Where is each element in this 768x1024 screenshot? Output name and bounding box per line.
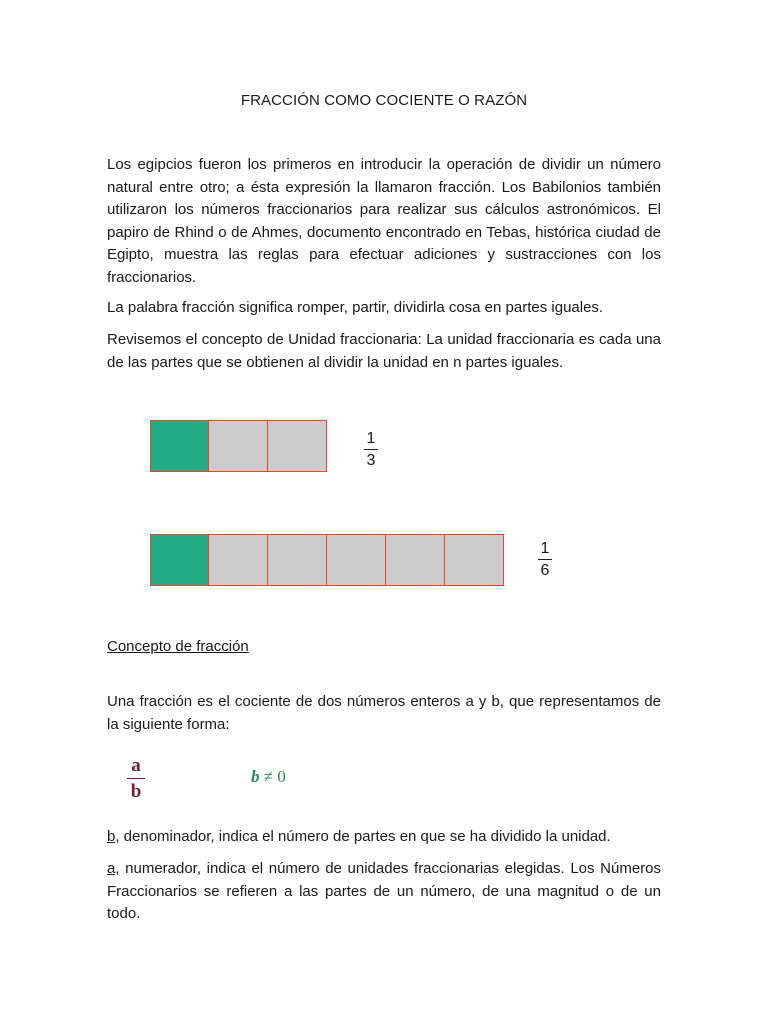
denominator-text: denominador, indica el número de partes en que se ha dividido la unidad. [119,828,611,845]
fraction-one-sixth [535,540,555,580]
fraction-denominator: 3 [366,452,376,469]
bar-cell [386,534,445,586]
intro-paragraph: Los egipcios fueron los primeros en introducir la operación de dividir un número natural entre otro; a ésta expresión la llamaron fracción. Los Babilonios también utilizaron los números fraccionarios para realizar sus cálculos astronómicos. El papiro de Rhind o de Ahmes, documento encontrado en Tebas, histórica ciudad de Egipto, muestra las reglas para efectuar adiciones y sustracciones con los fraccionarios. [107,156,661,286]
meaning-paragraph: La palabra fracción significa romper, partir, dividirla cosa en partes iguales. [107,299,604,316]
bar-cell [268,420,327,472]
thirds-bar [150,420,327,472]
bar-cell [327,534,386,586]
fraction-denominator: 6 [540,562,550,579]
bar-cell [209,420,268,472]
formula-denominator: b [130,781,142,802]
definition-paragraph: Una fracción es el cociente de dos números enteros a y b, que representamos de la siguiente forma: [107,693,661,733]
denominator-paragraph [107,826,661,849]
fraction-numerator: 1 [366,430,376,447]
bar-cell [209,534,268,586]
bar-cell [268,534,327,586]
numerator-text: numerador, indica el número de unidades fraccionarias elegidas. Los Números Fraccionarios se refieren a las partes de un número, de una magnitud o de un todo. [107,860,661,922]
denominator-term: b, [107,828,120,845]
condition-text: ≠ 0 [259,767,286,786]
fraction-bar [538,559,552,560]
formula-numerator: a [131,755,141,776]
bar-cell-filled [150,420,209,472]
sixths-bar [150,534,504,586]
section-heading: Concepto de fracción [107,638,249,655]
page-title: FRACCIÓN COMO COCIENTE O RAZÓN [240,92,528,109]
formula-condition [251,767,286,787]
fraction-one-third [361,430,381,470]
formula-fraction [127,756,145,802]
numerator-term: a, [107,860,120,877]
fraction-bar [364,449,378,450]
condition-variable: b [251,767,260,786]
bar-cell-filled [150,534,209,586]
unit-concept-paragraph: Revisemos el concepto de Unidad fraccionaria: La unidad fraccionaria es cada una de las partes que se obtienen al dividir la unidad en n partes iguales. [107,331,661,371]
fraction-numerator: 1 [540,540,550,557]
numerator-paragraph [107,858,661,926]
formula-bar [127,778,145,779]
bar-cell [445,534,504,586]
